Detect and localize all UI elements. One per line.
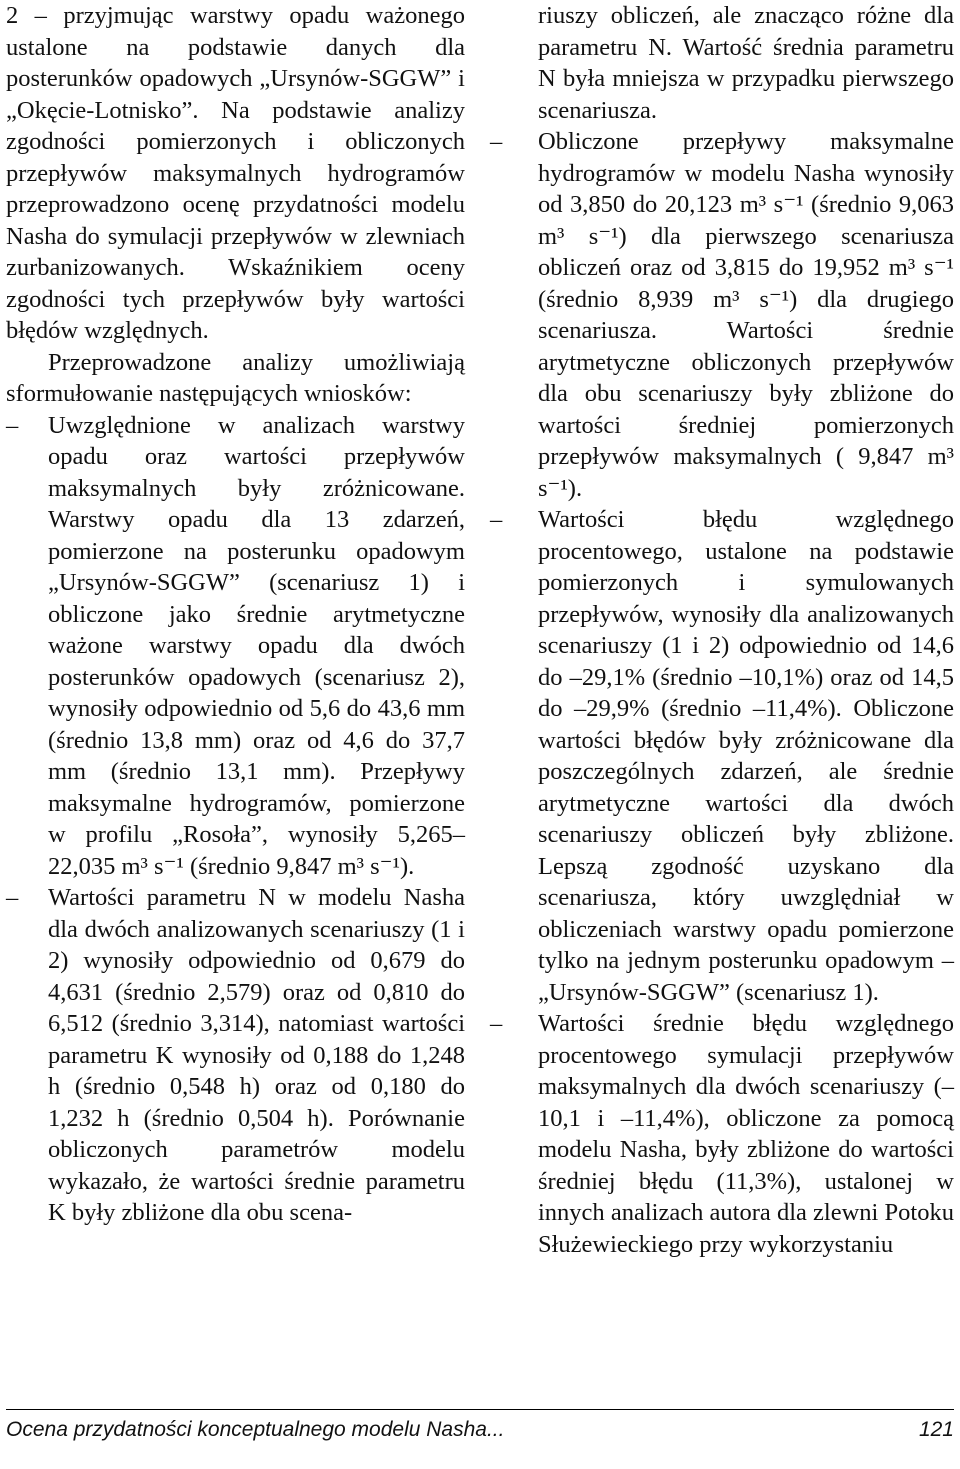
running-title: Ocena przydatności konceptualnego modelu Nasha...: [6, 1418, 505, 1441]
intro-paragraph: 2 – przyjmując warstwy opadu ważonego ustalone na podstawie danych dla posterunków opadowych „Ursynów-SGGW” i „Okęcie-Lotnisko”. Na podstawie analizy zgodności pomierzonych i obliczonych przepływów maksymalnych hydrogramów przeprowadzono ocenę przydatności modelu Nasha do symulacji przepływów w zlewniach zurbanizowanych. Wskaźnikiem oceny zgodności tych przepływów były wartości błędów względnych.: [6, 2, 465, 344]
page-number: 121: [918, 1418, 954, 1441]
conclusion-item-4: – Wartości błędu względnego procentowego, ustalone na podstawie pomierzonych i symulowanych przepływów, wynosiły dla analizowanych scenariuszy (1 i 2) odpowiednio od 14,6 do –29,1% (średnio –10,1%) oraz od 14,5 do –29,9% (średnio –11,4%). Obliczone wartości błędów były zróżnicowane dla poszczególnych zdarzeń, ale średnie arytmetyczne wartości dla dwóch scenariuszy obliczeń były zbliżone. Lepszą zgodność uzyskano dla scenariusza, który uwzględniał w obliczeniach warstwy opadu pomierzone tylko na jednym posterunku opadowym – „Ursynów-SGGW” (scenariusz 1).: [490, 504, 954, 1008]
conclusion-item-2-continuation: riuszy obliczeń, ale znacząco różne dla parametru N. Wartość średnia parametru N była mniejsza w przypadku pierwszego scenariusza.: [538, 2, 954, 124]
right-column: [490, 0, 954, 1260]
conclusion-item-5: – Wartości średnie błędu względnego procentowego symulacji przepływów maksymalnych dla dwóch scenariuszy (–10,1 i –11,4%), obliczone za pomocą modelu Nasha, były zbliżone do wartości średniej błędu (11,3%), ustalonej w innych analizach autora dla zlewni Potoku Służewieckiego przy wykorzystaniu: [490, 1008, 954, 1260]
conclusion-item-1: – Uwzględnione w analizach warstwy opadu oraz wartości przepływów maksymalnych były zróżnicowane. Warstwy opadu dla 13 zdarzeń, pomierzone na posterunku opadowym „Ursynów-SGGW” (scenariusz 1) i obliczone jako średnie arytmetyczne ważone warstwy opadu dla dwóch posterunków opadowych (scenariusz 2), wynosiły odpowiednio od 5,6 do 43,6 mm (średnio 13,8 mm) oraz od 4,6 do 37,7 mm (średnio 13,1 mm). Przepływy maksymalne hydrogramów, pomierzone w profilu „Rosoła”, wynosiły 5,265–22,035 m³ s⁻¹ (średnio 9,847 m³ s⁻¹).: [6, 410, 465, 883]
conclusions-lead: Przeprowadzone analizy umożliwiają sformułowanie następujących wniosków:: [6, 348, 465, 407]
conclusion-item-3: – Obliczone przepływy maksymalne hydrogramów w modelu Nasha wynosiły od 3,850 do 20,123 m³ s⁻¹ (średnio 9,063 m³ s⁻¹) dla pierwszego scenariusza obliczeń oraz od 3,815 do 19,952 m³ s⁻¹ (średnio 8,939 m³ s⁻¹) dla drugiego scenariusza. Wartości średnie arytmetyczne obliczonych przepływów dla obu scenariuszy były zbliżone do wartości średniej pomierzonych przepływów maksymalnych ( 9,847 m³ s⁻¹).: [490, 126, 954, 504]
conclusion-item-2: – Wartości parametru N w modelu Nasha dla dwóch analizowanych scenariuszy (1 i 2) wynosiły odpowiednio od 0,679 do 4,631 (średnio 2,579) oraz od 0,810 do 6,512 (średnio 3,314), natomiast wartości parametru K wynosiły od 0,188 do 1,248 h (średnio 0,548 h) oraz od 0,180 do 1,232 h (średnio 0,504 h). Porównanie obliczonych parametrów modelu wykazało, że wartości średnie parametru K były zbliżone dla obu scena-: [6, 882, 465, 1229]
footer-rule: [6, 1409, 954, 1410]
left-column: [6, 0, 465, 1229]
